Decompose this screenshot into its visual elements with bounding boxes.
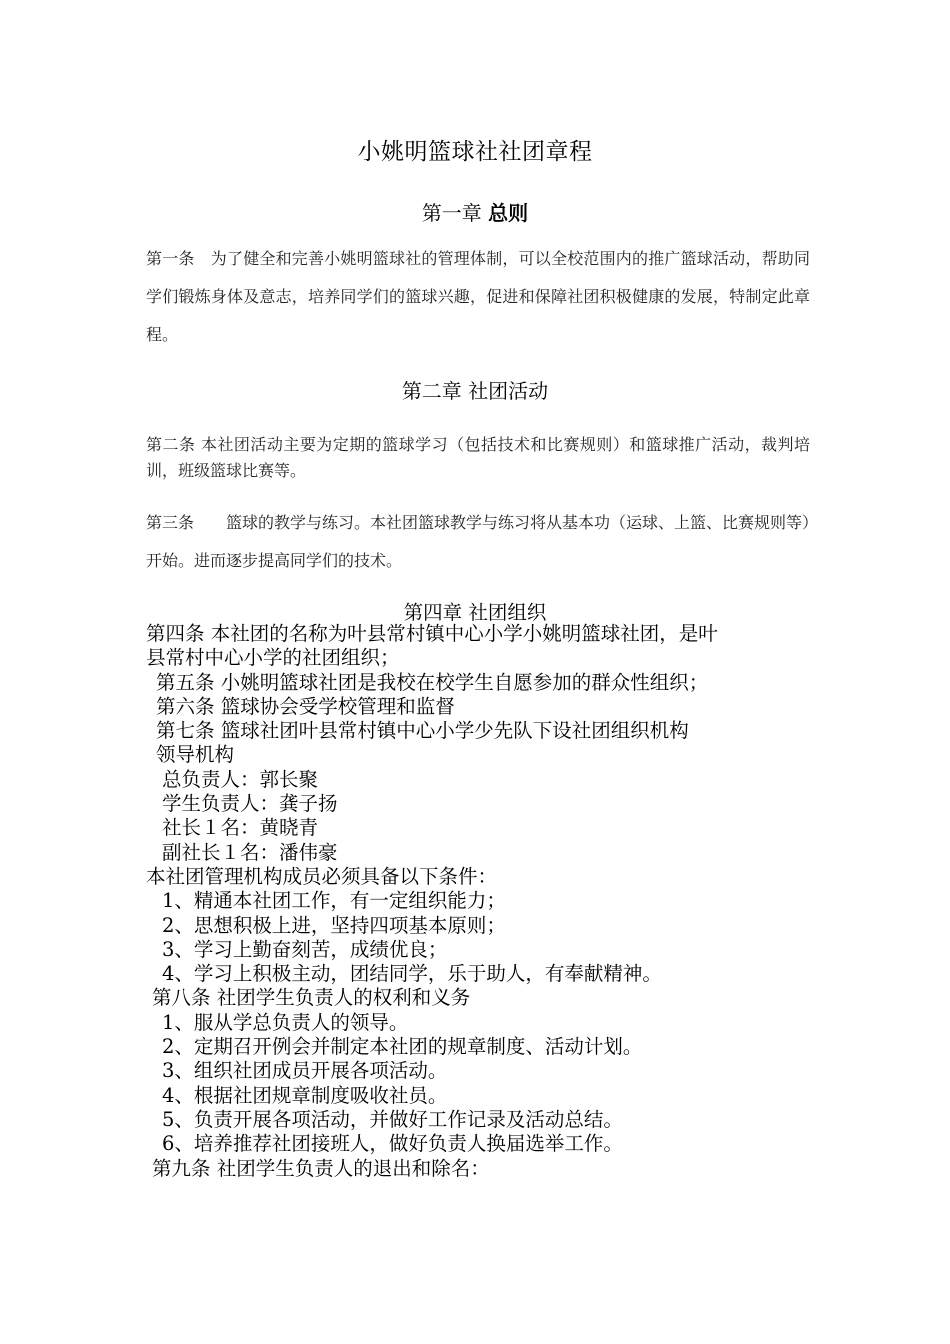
- chapter-4-heading: 第四章 社团组织: [403, 601, 547, 624]
- conditions-heading: 本社团管理机构成员必须具备以下条件：: [146, 864, 498, 888]
- leader-president: 社长１名：黄晓青: [162, 816, 319, 840]
- chapter-2-heading: 第二章 社团活动: [401, 379, 549, 403]
- article-2: 第二条 本社团活动主要为定期的篮球学习（包括技术和比赛规则）和篮球推广活动，裁判培训，班级篮球比赛等。: [146, 435, 810, 480]
- chapter-1-name: 总则: [488, 201, 529, 225]
- article-4-line-1: 第四条 本社团的名称为叶县常村镇中心小学小姚明篮球社团，是叶: [146, 622, 718, 645]
- condition-item: 4、学习上积极主动，团结同学，乐于助人，有奉献精神。: [162, 962, 662, 986]
- chapter-1-prefix: 第一章: [421, 201, 489, 225]
- duty-item: 2、定期召开例会并制定本社团的规章制度、活动计划。: [162, 1035, 643, 1059]
- duty-item: 5、负责开展各项活动，并做好工作记录及活动总结。: [162, 1107, 623, 1131]
- chapter-4-body: [146, 622, 826, 1181]
- chapter-1-heading: [0, 197, 950, 226]
- duty-item: 3、组织社团成员开展各项活动。: [162, 1059, 448, 1083]
- article-5: 第五条 小姚明篮球社团是我校在校学生自愿参加的群众性组织；: [156, 670, 709, 694]
- article-7: 第七条 篮球社团叶县常村镇中心小学少先队下设社团组织机构: [156, 719, 689, 743]
- article-4-line-2: 县常村中心小学的社团组织；: [146, 646, 400, 670]
- condition-item: 3、学习上勤奋刻苦，成绩优良；: [162, 937, 448, 961]
- condition-item: 1、精通本社团工作，有一定组织能力；: [162, 889, 506, 913]
- duty-item: 4、根据社团规章制度吸收社员。: [162, 1083, 448, 1107]
- leader-vice-president: 副社长１名：潘伟豪: [162, 840, 338, 864]
- leadership-heading: 领导机构: [156, 743, 235, 767]
- article-3: 第三条 篮球的教学与练习。本社团篮球教学与练习将从基本功（运球、上篮、比赛规则等）开始。进而逐步提高同学们的技术。: [146, 513, 811, 570]
- article-1: 第一条 为了健全和完善小姚明篮球社的管理体制，可以全校范围内的推广篮球活动，帮助同学们锻炼身体及意志，培养同学们的篮球兴趣，促进和保障社团积极健康的发展，特制定此章程。: [146, 249, 810, 344]
- leader-student: 学生负责人：龚子扬: [162, 792, 338, 816]
- leader-general: 总负责人：郭长聚: [162, 767, 319, 791]
- article-8: 第八条 社团学生负责人的权利和义务: [152, 986, 471, 1010]
- duty-item: 1、服从学总负责人的领导。: [162, 1010, 409, 1034]
- article-9: 第九条 社团学生负责人的退出和除名：: [152, 1156, 490, 1180]
- condition-item: 2、思想积极上进，坚持四项基本原则；: [162, 913, 506, 937]
- article-6: 第六条 篮球协会受学校管理和监督: [156, 694, 455, 718]
- duty-item: 6、培养推荐社团接班人，做好负责人换届选举工作。: [162, 1132, 623, 1156]
- document-title: 小姚明篮球社社团章程: [357, 139, 593, 165]
